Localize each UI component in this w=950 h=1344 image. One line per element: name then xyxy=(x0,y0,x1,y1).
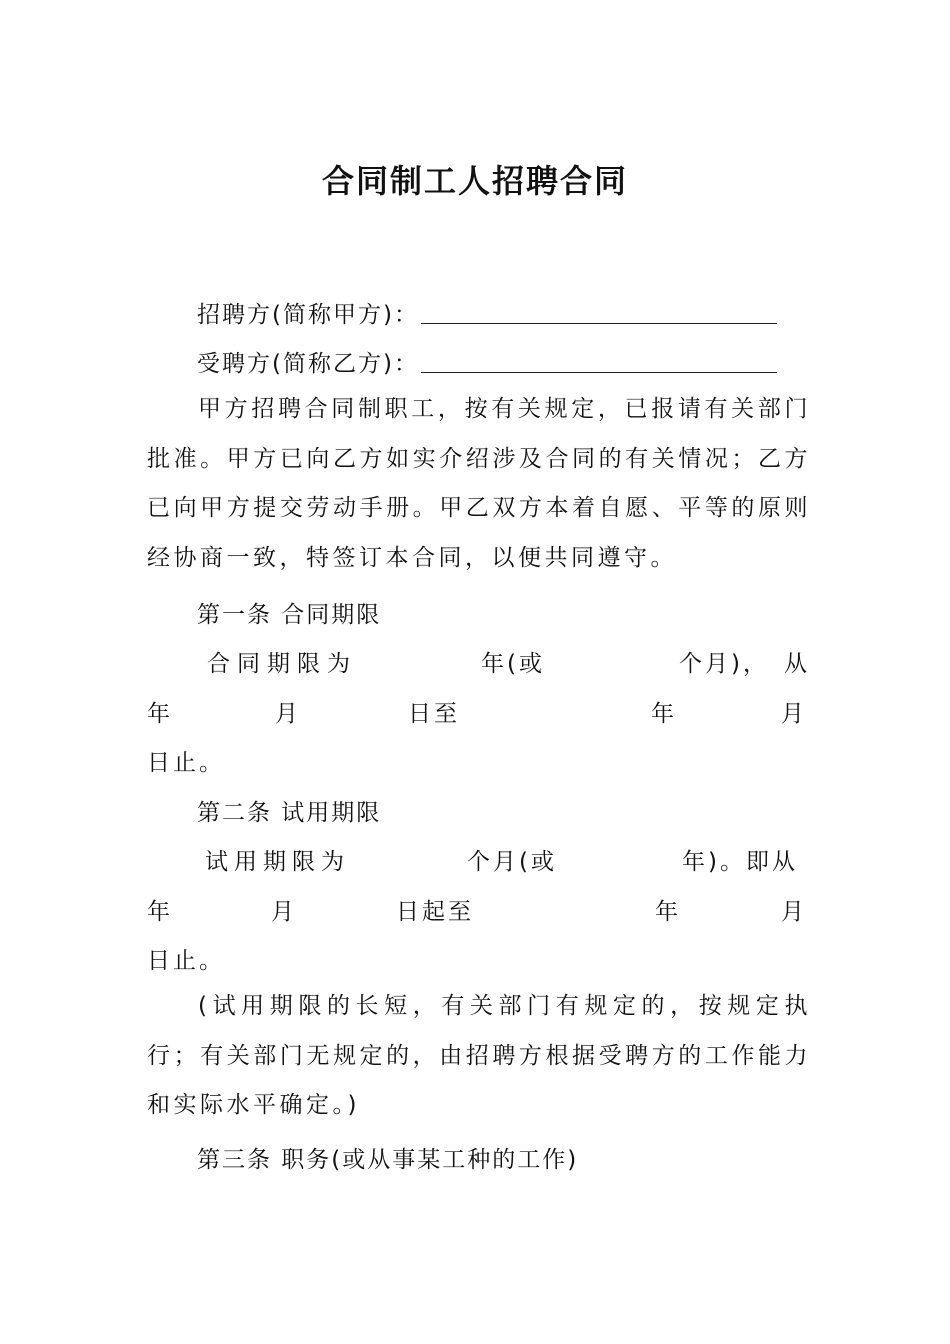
article2-start-month: 月 xyxy=(271,899,297,925)
article2-year-from: 年)。即从 xyxy=(682,849,798,875)
article2-date-line xyxy=(147,893,811,923)
article1-end-day: 日止。 xyxy=(147,750,225,776)
party-a-blank xyxy=(421,303,777,324)
intro-paragraph: 甲方招聘合同制职工，按有关规定，已报请有关部门批准。甲方已向乙方如实介绍涉及合同的有关情况；乙方已向甲方提交劳动手册。甲乙双方本着自愿、平等的原则经协商一致，特签订本合同，以便共同遵守。 xyxy=(147,396,811,571)
article1-term-text: 合同期限为 xyxy=(207,651,357,677)
article3-heading: 第三条 职务(或从事某工种的工作) xyxy=(197,1147,579,1173)
article1-start-year: 年 xyxy=(147,701,173,727)
article1-term-line xyxy=(147,645,811,675)
article1-heading: 第一条 合同期限 xyxy=(197,602,382,628)
article2-end-year: 年 xyxy=(655,899,681,925)
article2-term-line xyxy=(147,843,811,873)
article1-month-close: 个月)， xyxy=(679,651,769,677)
party-b-blank xyxy=(421,352,777,373)
article1-start-month: 月 xyxy=(275,701,301,727)
party-a-line xyxy=(197,296,777,329)
article2-end-month: 月 xyxy=(781,899,807,925)
article1-end-line xyxy=(147,744,811,774)
article2-term-text: 试用期限为 xyxy=(205,849,350,875)
article2-heading: 第二条 试用期限 xyxy=(197,800,382,826)
article2-start-day-to: 日起至 xyxy=(396,899,474,925)
article2-start-year: 年 xyxy=(147,899,173,925)
probation-note: (试用期限的长短，有关部门有规定的，按规定执行；有关部门无规定的，由招聘方根据受聘方的工作能力和实际水平确定。) xyxy=(147,993,811,1118)
article2-month-or: 个月(或 xyxy=(467,849,557,875)
article1-year-or: 年(或 xyxy=(481,651,545,677)
party-b-line xyxy=(197,345,777,378)
article1-start-day-to: 日至 xyxy=(408,701,460,727)
party-a-label: 招聘方(简称甲方)： xyxy=(197,302,419,328)
article1-end-month: 月 xyxy=(781,701,807,727)
article1-from: 从 xyxy=(784,651,810,677)
article1-end-year: 年 xyxy=(651,701,677,727)
article1-date-line xyxy=(147,695,811,725)
document-title: 合同制工人招聘合同 xyxy=(321,162,628,200)
article2-end-line xyxy=(147,942,811,972)
article2-end-day: 日止。 xyxy=(147,948,225,974)
party-b-label: 受聘方(简称乙方)： xyxy=(197,351,419,377)
